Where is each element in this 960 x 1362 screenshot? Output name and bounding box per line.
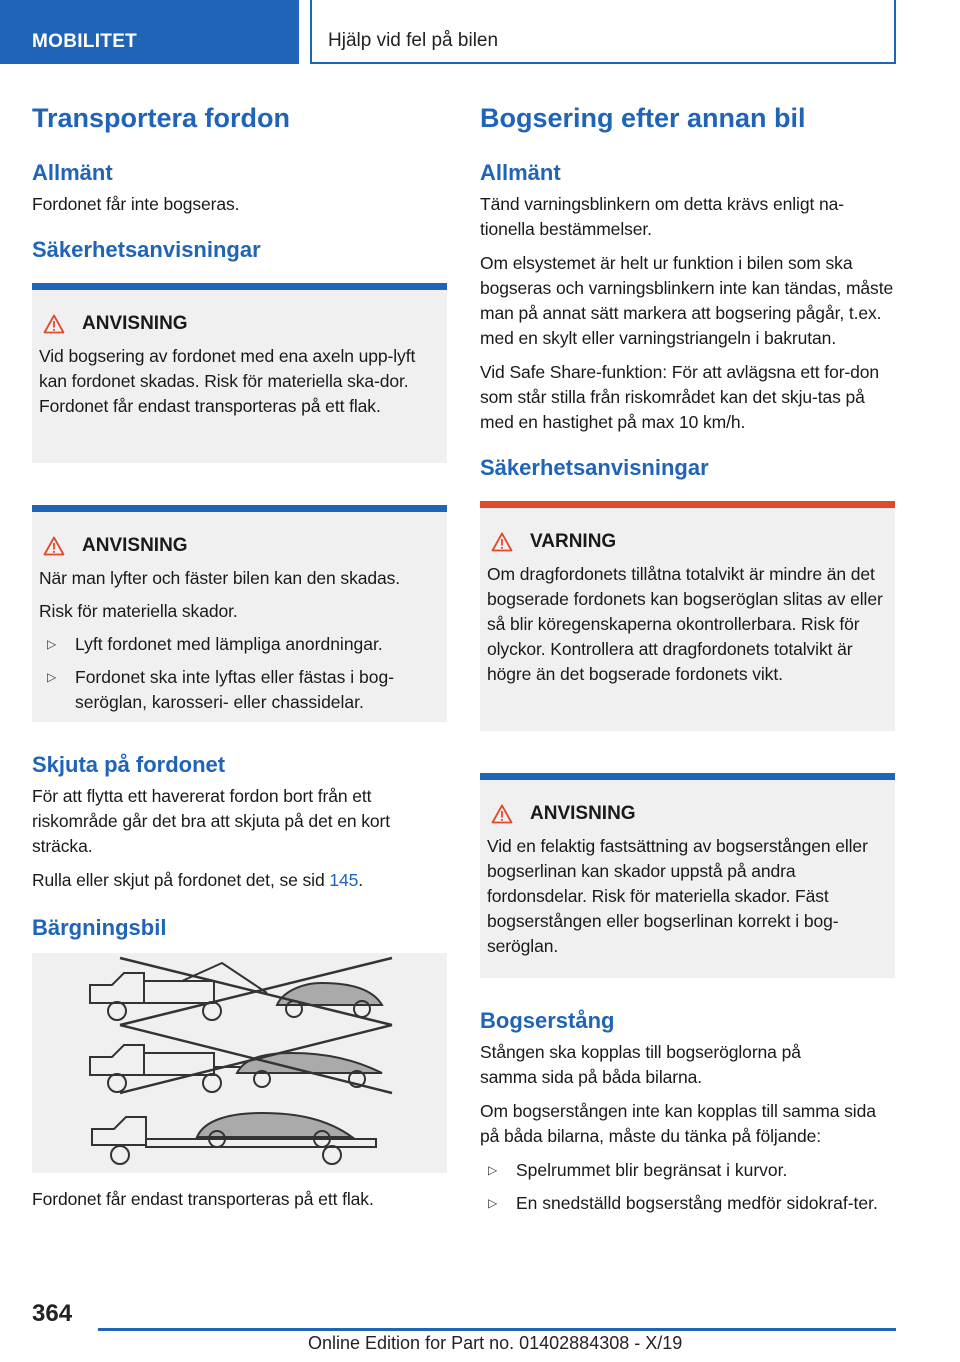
notice-text: Vid en felaktig fastsättning av bogserstången eller bogserlinan kan skador uppstå på andra fordonsdelar. Risk för materiella skador. Fäst bogserstången eller bogserlinan korrekt i bog-seröglan. — [487, 836, 868, 956]
warning-triangle-icon — [491, 532, 513, 552]
bullet-triangle-icon: ▷ — [488, 1163, 498, 1177]
page-title-right: Bogsering efter annan bil — [480, 103, 806, 133]
illustration-caption: Fordonet får endast transporteras på ett flak. — [32, 1189, 374, 1209]
push-text-1: För att flytta ett havererat fordon bort från ett riskområde går det bra att skjuta på det en kort sträcka. — [32, 786, 391, 856]
notice-box-2 — [32, 505, 447, 722]
tow-bar-text-2: Om bogserstången inte kan kopplas till samma sida på båda bilarna, måste du tänka på följande: — [480, 1101, 876, 1146]
warning-triangle-icon — [491, 804, 513, 824]
tow-bar-text-1: Stången ska kopplas till bogseröglorna på samma sida på båda bilarna. — [480, 1042, 801, 1087]
notice-text-2: Risk för materiella skador. — [39, 601, 238, 621]
warning-triangle-icon — [43, 536, 65, 556]
warning-box — [480, 501, 895, 731]
warning-label: VARNING — [530, 531, 617, 552]
tow-bar-list — [480, 1158, 895, 1216]
page-link[interactable]: 145 — [329, 870, 359, 890]
bullet-triangle-icon: ▷ — [488, 1196, 498, 1210]
list-item: ▷ Fordonet ska inte lyftas eller fästas i bog-seröglan, karosseri- eller chassidelar. — [47, 667, 395, 712]
warning-triangle-icon — [43, 314, 65, 334]
edition-note: Online Edition for Part no. 01402884308 - X/19 — [308, 1333, 683, 1353]
page-number: 364 — [32, 1300, 73, 1327]
notice-box-1 — [32, 283, 447, 463]
notice-list — [39, 632, 440, 715]
safety-heading-left: Säkerhetsanvisningar — [32, 237, 261, 262]
section-tab: MOBILITET — [0, 0, 299, 64]
notice-text-1: När man lyfter och fäster bilen kan den skadas. — [39, 568, 401, 588]
push-heading: Skjuta på fordonet — [32, 752, 226, 777]
general-heading-left: Allmänt — [32, 160, 113, 185]
bullet-triangle-icon: ▷ — [47, 637, 57, 651]
tow-truck-illustration — [32, 953, 447, 1173]
tow-truck-image — [32, 953, 447, 1173]
tow-truck-heading: Bärgningsbil — [32, 915, 167, 940]
notice-box-3 — [480, 773, 895, 978]
push-text-2: Rulla eller skjut på fordonet det, se sid 145. — [32, 870, 364, 890]
safety-heading-right: Säkerhetsanvisningar — [480, 455, 709, 480]
left-column — [32, 96, 447, 1221]
footer-divider — [98, 1328, 896, 1331]
list-item: ▷ Spelrummet blir begränsat i kurvor. — [480, 1158, 895, 1183]
warning-text: Om dragfordonets tillåtna totalvikt är mindre än det bogserade fordonets kan bogseröglan slitas av eller så blir köregenskaperna okontrollerbara. Risk för olyckor. Kontrollera att dragfordonets totalvikt är högre än det bogserade fordonets vikt. — [487, 564, 883, 684]
notice-label: ANVISNING — [82, 535, 188, 556]
right-column — [480, 96, 895, 1224]
notice-label: ANVISNING — [530, 803, 636, 824]
notice-label: ANVISNING — [82, 313, 188, 334]
bullet-triangle-icon: ▷ — [47, 670, 57, 684]
general-text-1: Tänd varningsblinkern om detta krävs enligt na-tionella bestämmelser. — [480, 194, 844, 239]
general-text-3: Vid Safe Share-funktion: För att avlägsna ett for-don som står stilla från riskområdet kan det skju-tas på med en hastighet på max 10 km/h. — [480, 362, 880, 432]
list-item: ▷ En snedställd bogserstång medför sidokraf-ter. — [480, 1191, 895, 1216]
tow-bar-heading: Bogserstång — [480, 1008, 615, 1033]
chapter-title: Hjälp vid fel på bilen — [310, 0, 896, 64]
page-title-left: Transportera fordon — [32, 103, 291, 133]
general-heading-right: Allmänt — [480, 160, 561, 185]
list-item: ▷ Lyft fordonet med lämpliga anordningar. — [39, 632, 440, 657]
general-text-left: Fordonet får inte bogseras. — [32, 194, 240, 214]
general-text-2: Om elsystemet är helt ur funktion i bilen som ska bogseras och varningsblinkern inte kan tändas, måste man på annat sätt markera att bogsering pågår, t.ex. med en skylt eller varningstriangeln i bakrutan. — [480, 253, 894, 348]
notice-text: Vid bogsering av fordonet med ena axeln upp-lyft kan fordonet skadas. Risk för materiella ska-dor. Fordonet får endast transporteras på ett flak. — [39, 346, 416, 416]
